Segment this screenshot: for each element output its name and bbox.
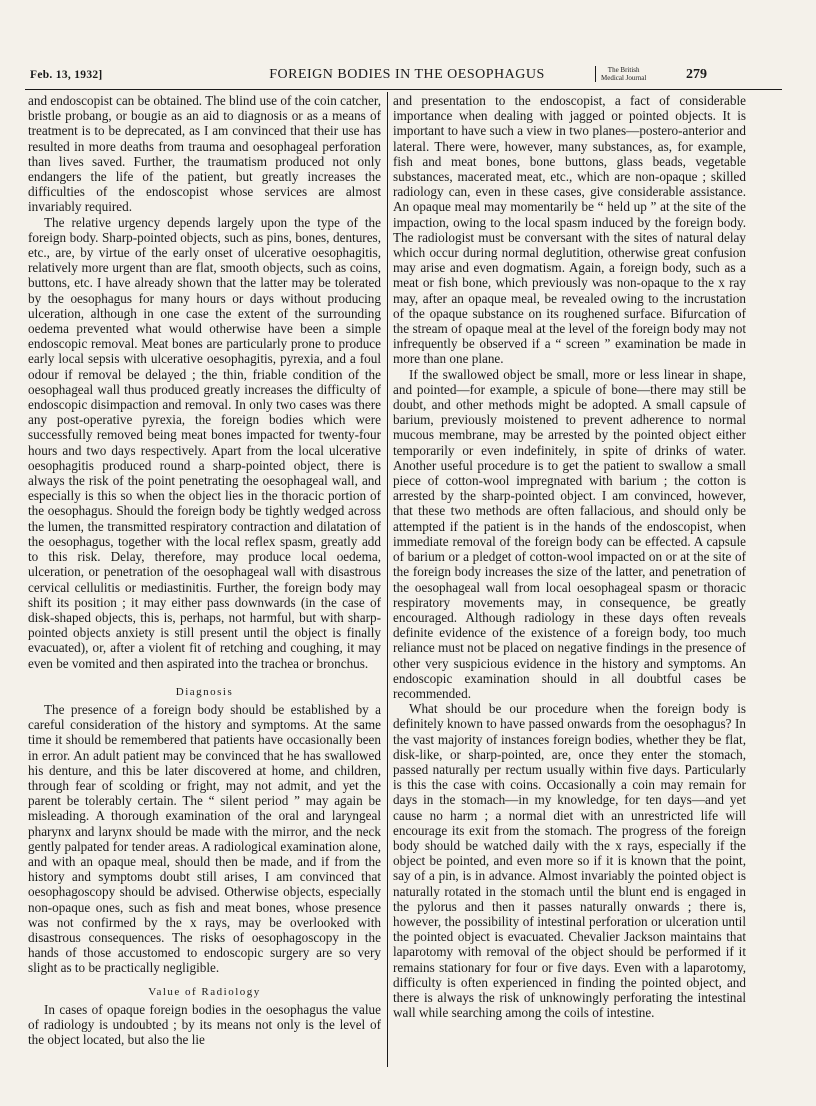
section-heading-radiology: Value of Radiology bbox=[148, 985, 261, 998]
journal-name-line1: The British bbox=[607, 66, 640, 74]
running-header bbox=[20, 64, 794, 86]
paragraph: and presentation to the endoscopist, a fact of considerable importance when dealing with jagged or pointed objects. It is important to have such a view in two planes—postero-anterior and lateral. There were, however, many substances, as, for example, fish and meat bones, bone buttons, glass beads, vegetable substances, macerated meat, etc., which are non-opaque ; skilled radiology can, even in these cases, give considerable assistance. An opaque meal may momentarily be “ held up ” at the site of the impaction, owing to the local spasm induced by the foreign body. The radiologist must be conversant with the sites of natural delay which occur during normal deglutition, otherwise great confusion may arise and even dogmatism. Again, a foreign body, such as a meat or fish bone, which previously was non-opaque to the x ray may, after an opaque meal, be revealed owing to the incrustation of the opaque substance on its roughened surface. Bifurcation of the stream of opaque meal at the level of the foreign body may not infrequently be observed if a “ screen ” examination be made in more than one plane. bbox=[393, 93, 746, 367]
header-rule bbox=[25, 89, 782, 90]
left-column bbox=[28, 93, 381, 1047]
paragraph: and endoscopist can be obtained. The blind use of the coin catcher, bristle probang, or bougie as an aid to diagnosis or as a means of treatment is to be deprecated, as I am convinced that their use has resulted in more deaths from trauma and oesophageal perforation than lives saved. Further, the traumatism produced not only endangers the life of the patient, but greatly increases the difficulties of the endoscopist whose services are almost invariably required. bbox=[28, 93, 381, 215]
journal-name-line2: Medical Journal bbox=[601, 74, 647, 82]
paragraph: The relative urgency depends largely upon the type of the foreign body. Sharp-pointed objects, such as pins, bones, dentures, etc., are, by virtue of the early onset of ulcerative oesophagitis, relatively more urgent than are flat, smooth objects, such as coins, buttons, etc. I have already shown that the latter may be tolerated by the oesophagus for many hours or days without producing ulceration, although in one case the extent of the surrounding oedema prevented what would otherwise have been a simple endoscopic removal. Meat bones are particularly prone to produce early local sepsis with ulcerative oesophagitis, pyrexia, and a foul odour if removal be delayed ; the thin, friable condition of the oesophageal wall thus produced greatly increases the difficulty of endoscopic disimpaction and removal. In only two cases was there any post-operative pyrexia, the foreign bodies which were successfully removed being meat bones impacted for twenty-four hours and two days respectively. Apart from the local ulcerative oesophagitis produced round a sharp-pointed object, there is always the risk of the point penetrating the oesophageal wall, and especially is this so when the object lies in the thoracic portion of the oesophagus. Should the foreign body be tightly wedged across the lumen, the transmitted respiratory contraction and dilatation of the oesophagus, together with the local reflex spasm, greatly add to this risk. Delay, therefore, may produce local oedema, ulceration, or penetration of the oesophageal wall with disastrous cervical cellulitis or mediastinitis. Further, the foreign body may shift its position ; it may either pass downwards (in the case of disk-shaped objects, this is, perhaps, not harmful, but with sharp-pointed objects anxiety is still present until the object is finally evacuated), or, after a violent fit of retching and coughing, it may even be vomited and then aspirated into the trachea or bronchus. bbox=[28, 214, 381, 671]
right-column bbox=[393, 93, 746, 1020]
page-number: 279 bbox=[686, 67, 707, 82]
column-divider bbox=[387, 92, 388, 1067]
issue-date: Feb. 13, 1932] bbox=[30, 69, 103, 81]
paragraph: If the swallowed object be small, more or less linear in shape, and pointed—for example, a spicule of bone—there may still be doubt, and other methods might be adopted. A small capsule of barium, previously moistened to prevent adherence to normal mucous membrane, may be arrested by the pointed object either temporarily or even indefinitely, in spite of drinks of water. Another useful procedure is to get the patient to swallow a small piece of cotton-wool impregnated with barium ; the cotton is arrested by the sharp-pointed object. I am convinced, however, that these two methods are often fallacious, and should only be attempted if the patient is in the hands of the endoscopist, when immediate removal of the foreign body can be effected. A capsule of barium or a pledget of cotton-wool impacted on or at the site of the foreign body increases the size of the latter, and penetration of the oesophageal wall from local oesophageal spasm or thoracic respiratory movements may, in consequence, be greatly encouraged. Although radiology in these days often reveals definite evidence of the existence of a foreign body, too much reliance must not be placed on negative findings in the presence of other very suspicious evidence in the history and symptoms. An endoscopic examination should in all doubtful cases be recommended. bbox=[393, 366, 746, 701]
paragraph: In cases of opaque foreign bodies in the oesophagus the value of radiology is undoubted ; by its means not only is the level of the object located, but also the lie bbox=[28, 1001, 381, 1048]
section-heading-diagnosis: Diagnosis bbox=[175, 685, 234, 698]
paragraph: The presence of a foreign body should be established by a careful consideration of the history and symptoms. At the same time it should be remembered that patients have occasionally been in error. An adult patient may be convinced that he has swallowed his denture, and this be later discovered at home, and children, through fear of scolding or fright, may not admit, and yet the parent be tolerably certain. The “ silent period ” may again be misleading. A thorough examination of the oral and laryngeal pharynx and larynx should be made with the mirror, and the neck gently palpated for tender areas. A radiological examination alone, and with an opaque meal, should then be made, and if from the history and symptoms doubt still arises, I am convinced that oesophagoscopy should be advised. Otherwise objects, especially non-opaque ones, such as fish and meat bones, whose presence was not confirmed by the x rays, may be overlooked with disastrous consequences. The risks of oesophagoscopy in the hands of those accustomed to endoscopic surgery are so very slight as to be practically negligible. bbox=[28, 701, 381, 976]
journal-name bbox=[595, 66, 646, 82]
paragraph: What should be our procedure when the foreign body is definitely known to have passed onwards from the oesophagus? In the vast majority of instances foreign bodies, whether they be flat, disk-like, or sharp-pointed, are, once they enter the stomach, passed naturally per rectum usually within five days. Particularly is this the case with coins. Occasionally a coin may remain for days in the stomach—in my knowledge, for ten days—and yet cause no harm ; a normal diet with an unrestricted life will encourage its exit from the stomach. The progress of the foreign body should be watched daily with the x rays, especially if the object be pointed, and even more so if it is known that the point, say of a pin, is in advance. Almost invariably the pointed object is naturally rotated in the stomach until the blunt end is engaged in the pylorus and then it passes naturally onwards ; there is, however, the possibility of intestinal perforation or ulceration until the pointed object is evacuated. Chevalier Jackson maintains that laparotomy with removal of the object should be performed if it remains stationary for four or five days. Even with a laparotomy, difficulty is often experienced in finding the pointed object, and there is always the risk of unknowingly perforating the intestinal wall while searching among the coils of intestine. bbox=[393, 701, 746, 1021]
running-title: FOREIGN BODIES IN THE OESOPHAGUS bbox=[269, 67, 545, 82]
